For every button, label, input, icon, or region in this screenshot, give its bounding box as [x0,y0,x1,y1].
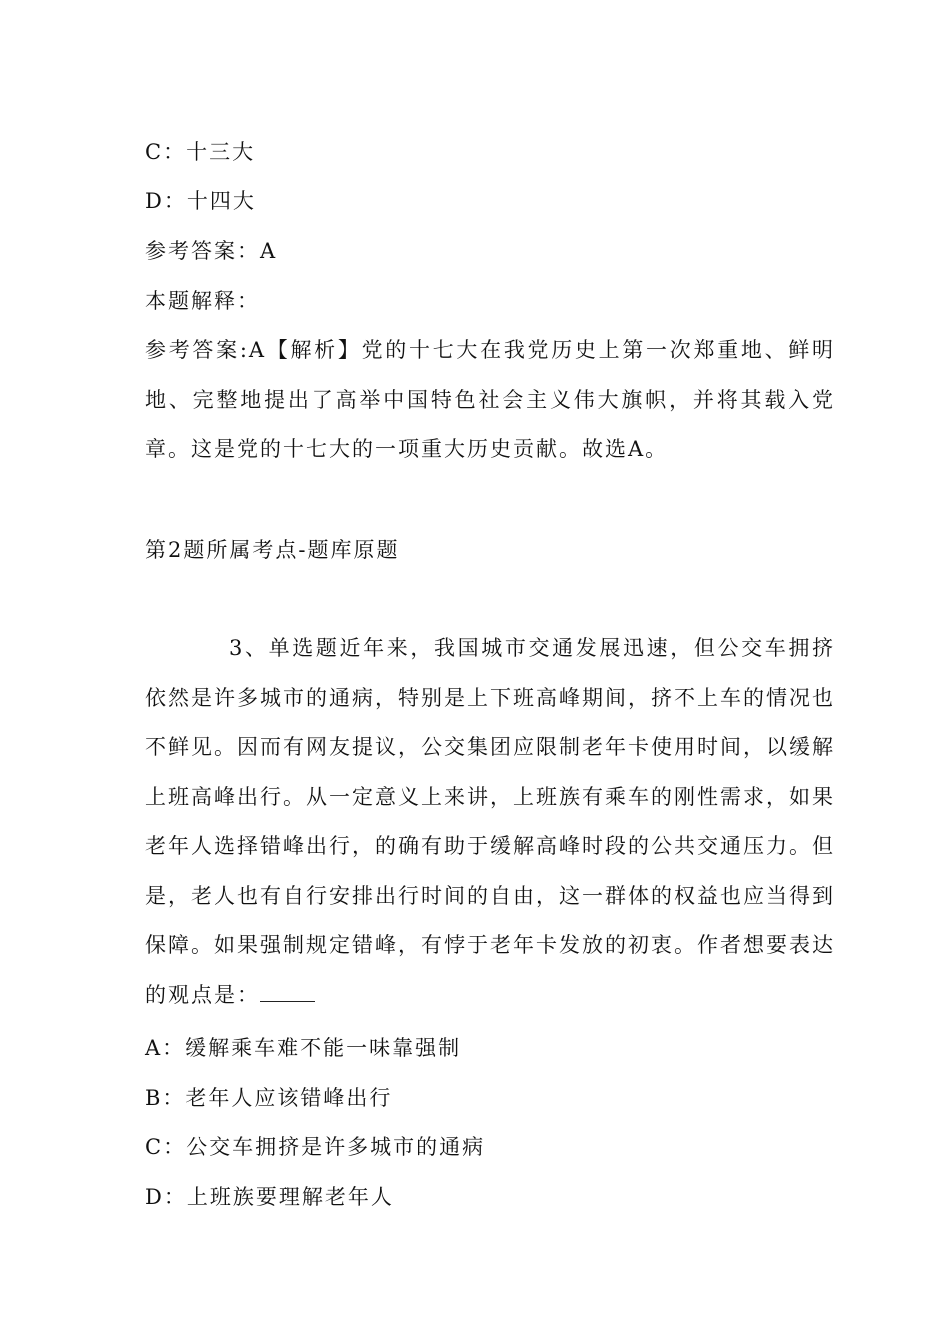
prev-option-c: C：十三大 [145,140,256,164]
prev-explanation-text: 参考答案:A【解析】党的十七大在我党历史上第一次郑重地、鲜明地、完整地提出了高举中国特色社会主义伟大旗帜，并将其载入党章。这是党的十七大的一项重大历史贡献。故选A。 [145,338,835,461]
prev-option-d: D：十四大 [145,189,256,213]
q3-option-c: C：公交车拥挤是许多城市的通病 [145,1135,486,1159]
answer-blank [260,983,315,1002]
question-3-stem [145,624,835,1020]
q3-option-b: B：老年人应该错峰出行 [145,1086,393,1110]
section-note: 第2题所属考点-题库原题 [145,538,400,562]
prev-explanation-label: 本题解释： [145,289,260,313]
question-3-stem-text: 3、单选题近年来，我国城市交通发展迅速，但公交车拥挤依然是许多城市的通病，特别是上下班高峰期间，挤不上车的情况也不鲜见。因而有网友提议，公交集团应限制老年卡使用时间，以缓解上班高峰出行。从一定意义上来讲，上班族有乘车的刚性需求，如果老年人选择错峰出行，的确有助于缓解高峰时段的公共交通压力。但是，老人也有自行安排出行时间的自由，这一群体的权益也应当得到保障。如果强制规定错峰，有悖于老年卡发放的初衷。作者想要表达的观点是： [145,636,835,1007]
q3-option-d: D：上班族要理解老年人 [145,1185,394,1209]
prev-answer: 参考答案：A [145,239,278,263]
q3-option-a: A：缓解乘车难不能一味靠强制 [145,1036,462,1060]
